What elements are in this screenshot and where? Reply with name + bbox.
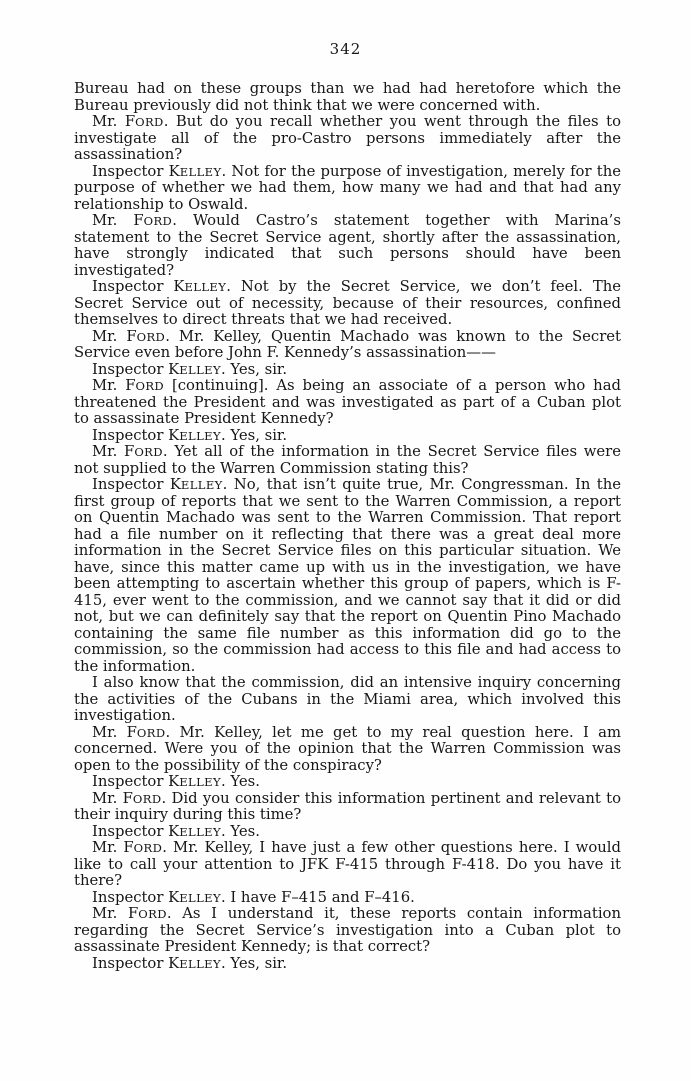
page-number: 342 bbox=[329, 40, 362, 58]
paragraph: Inspector KELLEY. Yes. bbox=[92, 773, 260, 790]
speaker-name: FORD bbox=[123, 839, 163, 856]
speaker-name: KELLEY bbox=[168, 426, 221, 444]
speaker-name: FORD bbox=[133, 212, 173, 229]
paragraph: Mr. FORD. As I understand it, these reports contain information regarding the Secret Service’s investigation into a Cuban plot to assassinate President Kennedy; is that correct? bbox=[74, 905, 621, 955]
speaker-name: FORD bbox=[124, 443, 163, 460]
paragraph: Bureau had on these groups than we had had heretofore which the Bureau previously did not think that we were concerned with. bbox=[74, 80, 621, 114]
speaker-name: FORD bbox=[126, 327, 166, 345]
speaker-name: KELLEY bbox=[168, 773, 221, 790]
paragraph: Mr. FORD. Yet all of the information in the Secret Service files were not supplied to the Warren Commission stating this? bbox=[74, 443, 622, 477]
speaker-name: FORD bbox=[125, 377, 165, 394]
paragraph: Inspector KELLEY. Yes. bbox=[92, 822, 260, 840]
paragraph: I also know that the commission, did an intensive inquiry concerning the activities of the Cubans in the Miami area, which involved this investigation. bbox=[74, 674, 621, 724]
paragraph: Inspector KELLEY. I have F–415 and F–416. bbox=[92, 888, 415, 906]
paragraph: Inspector KELLEY. Not for the purpose of investigation, merely for the purpose of whether we had them, how many we had and that had any relationship to Oswald. bbox=[74, 162, 621, 213]
paragraph: Inspector KELLEY. No, that isn’t quite true, Mr. Congressman. In the first group of reports that we sent to the Warren Commission, a report on Quentin Machado was sent to the Warren Commission. That report had a file number on it reflecting that there was a great deal more information in the Secret Service files on this particular situation. We have, since this matter came up with us in the investigation, we have been attempting to ascertain whether this group of papers, which is F-415, ever went to the commission, and we cannot say that it did or did not, but we can definitely say that the report on Quentin Pino Machado containing the same file number as this information did go to the commission, so the commission had access to this file and had access to the information. bbox=[74, 476, 621, 675]
paragraph: Inspector KELLEY. Not by the Secret Service, we don’t feel. The Secret Service out of necessity, because of their resources, confined themselves to direct threats that we had received. bbox=[74, 278, 621, 328]
speaker-name: FORD bbox=[126, 723, 166, 741]
paragraph: Mr. FORD. Mr. Kelley, Quentin Machado was known to the Secret Service even before John F. Kennedy’s assassination—— bbox=[74, 327, 621, 361]
paragraph: Inspector KELLEY. Yes, sir. bbox=[92, 360, 288, 378]
speaker-name: FORD bbox=[127, 905, 167, 922]
paragraph: Inspector KELLEY. Yes, sir. bbox=[92, 954, 288, 972]
paragraph: Mr. FORD [continuing]. As being an associate of a person who had threatened the President and was investigated as part of a Cuban plot to assassinate President Kennedy? bbox=[74, 377, 621, 427]
paragraph: Inspector KELLEY. Yes, sir. bbox=[92, 426, 288, 444]
speaker-name: KELLEY bbox=[168, 162, 222, 180]
speaker-name: KELLEY bbox=[168, 822, 221, 840]
speaker-name: KELLEY bbox=[168, 954, 221, 972]
speaker-name: FORD bbox=[124, 113, 164, 130]
paragraph: Mr. FORD. Would Castro’s statement together with Marina’s statement to the Secret Service agent, shortly after the assassination, have strongly indicated that such persons should have been investigated? bbox=[74, 212, 621, 279]
speaker-name: KELLEY bbox=[169, 476, 223, 493]
paragraph: Mr. FORD. Mr. Kelley, let me get to my real question here. I am concerned. Were you of the opinion that the Warren Commission was open to the possibility of the conspiracy? bbox=[74, 723, 621, 774]
transcript bbox=[74, 81, 621, 972]
paragraph: Mr. FORD. Did you consider this information pertinent and relevant to their inquiry during this time? bbox=[74, 789, 621, 823]
speaker-name: KELLEY bbox=[168, 888, 221, 906]
speaker-name: KELLEY bbox=[173, 278, 227, 295]
speaker-name: FORD bbox=[122, 789, 162, 807]
paragraph: Mr. FORD. But do you recall whether you went through the files to investigate all of the pro-Castro persons immediately after the assassination? bbox=[74, 113, 621, 163]
paragraph: Mr. FORD. Mr. Kelley, I have just a few other questions here. I would like to call your attention to JFK F-415 through F-418. Do you have it there? bbox=[74, 839, 621, 889]
speaker-name: KELLEY bbox=[168, 360, 221, 378]
